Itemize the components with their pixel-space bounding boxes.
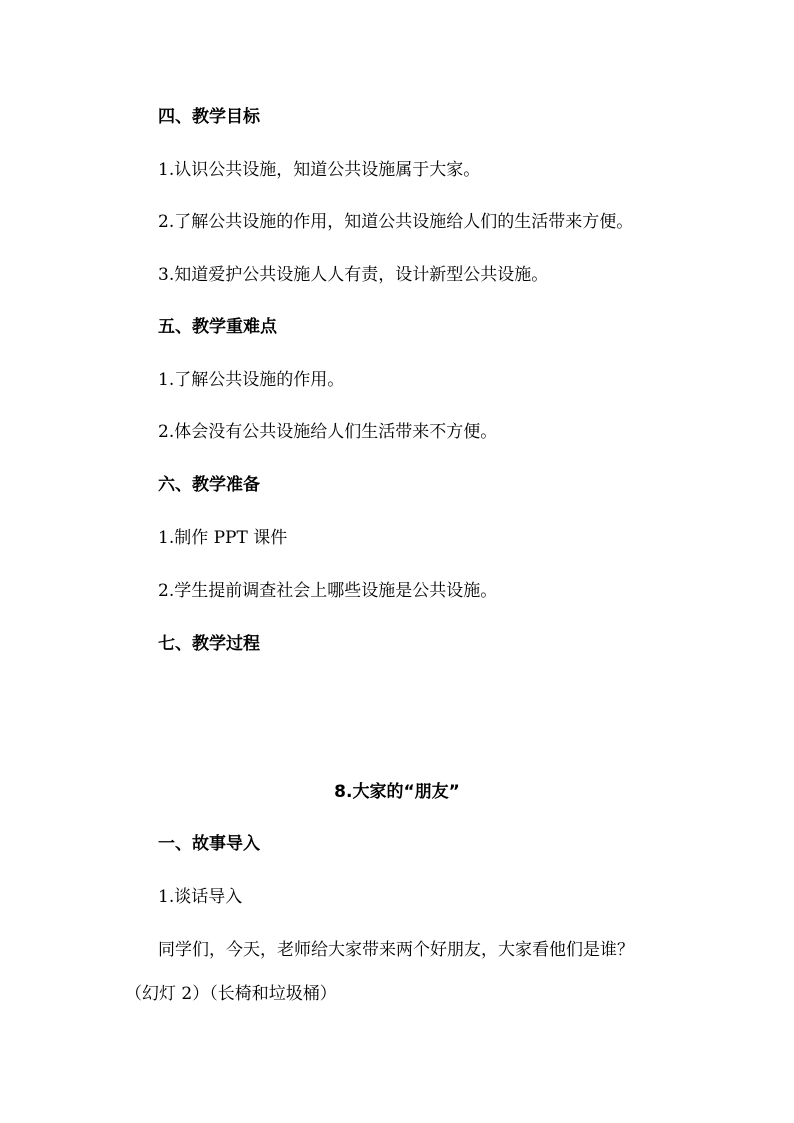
paragraph-line-2: （幻灯 2）（长椅和垃圾桶） xyxy=(125,984,337,1004)
preparation-item-1: 1.制作 PPT 课件 xyxy=(158,528,288,548)
part-item-talk-intro: 1.谈话导入 xyxy=(158,887,243,907)
preparation-item-2: 2.学生提前调查社会上哪些设施是公共设施。 xyxy=(158,581,498,601)
section-heading-teaching-goals: 四、教学目标 xyxy=(158,107,260,127)
goal-item-1: 1.认识公共设施，知道公共设施属于大家。 xyxy=(158,160,481,180)
goal-item-3: 3.知道爱护公共设施人人有责，设计新型公共设施。 xyxy=(158,265,549,285)
section-heading-preparation: 六、教学准备 xyxy=(158,475,260,495)
goal-item-2: 2.了解公共设施的作用，知道公共设施给人们的生活带来方便。 xyxy=(158,212,634,232)
difficulty-item-2: 2.体会没有公共设施给人们生活带来不方便。 xyxy=(158,422,498,442)
lesson-title: 8.大家的“朋友” xyxy=(334,782,460,802)
difficulty-item-1: 1.了解公共设施的作用。 xyxy=(158,370,345,390)
section-heading-key-difficulties: 五、教学重难点 xyxy=(158,317,277,337)
section-heading-process: 七、教学过程 xyxy=(158,634,260,654)
part-heading-story-intro: 一、故事导入 xyxy=(158,834,260,854)
paragraph-line-1: 同学们，今天，老师给大家带来两个好朋友，大家看他们是谁？ xyxy=(158,940,634,960)
